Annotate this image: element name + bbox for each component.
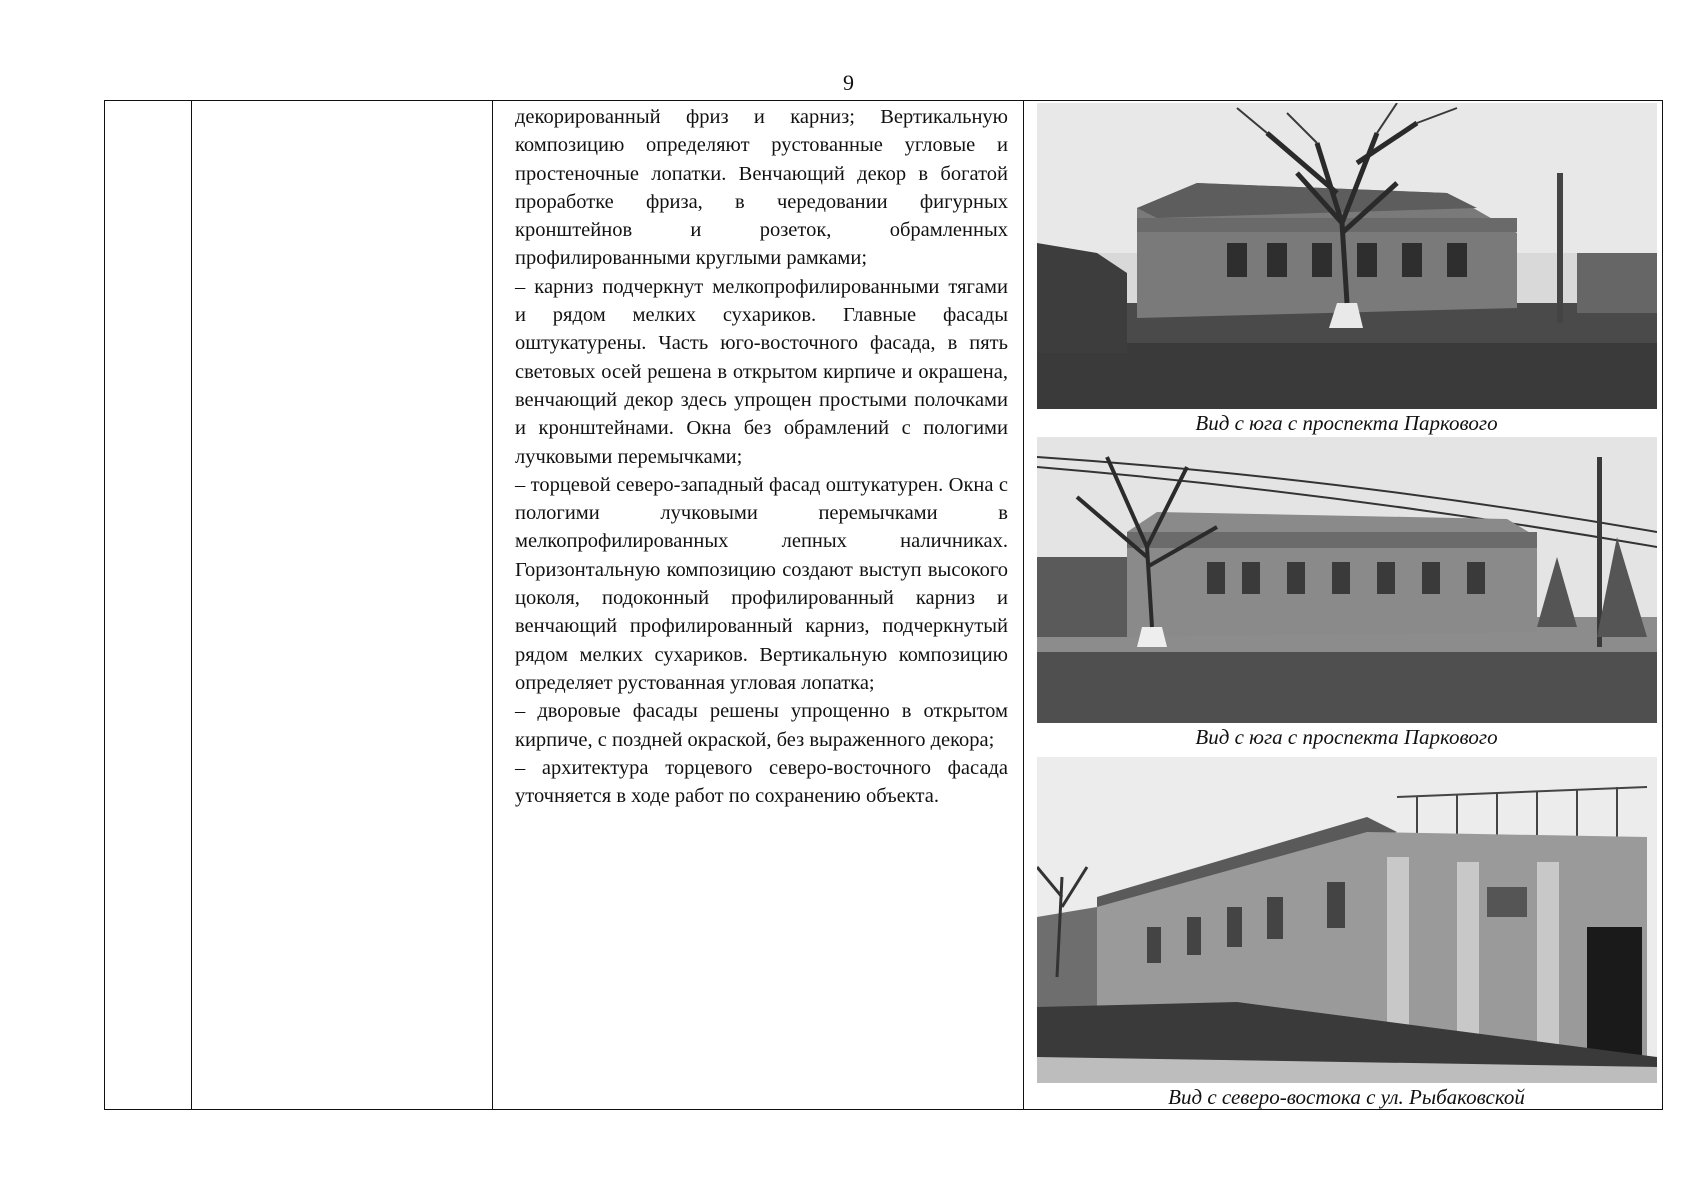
description-paragraph: – архитектура торцевого северо-восточного фасада уточняется в ходе работ по сохранению объекта. (515, 756, 1008, 808)
photo-caption: Вид с юга с проспекта Паркового (1195, 411, 1498, 435)
page-number: 9 (843, 70, 854, 95)
photo-caption: Вид с северо-востока с ул. Рыбаковской (1168, 1085, 1525, 1109)
photo-caption: Вид с юга с проспекта Паркового (1195, 725, 1498, 749)
description-cell (505, 101, 1018, 1109)
photo-cell (1029, 99, 1664, 1109)
document-table (104, 100, 1663, 1110)
column-divider (492, 101, 493, 1109)
description-paragraph: декорированный фриз и карниз; Вертикальную композицию определяют рустованные угловые и простеночные лопатки. Венчающий декор в богатой проработке фриза, в чередовании фигурных кронштейнов и розеток, обрамленных профилированными круглыми рамками; (515, 106, 1008, 270)
building-photo-south-2 (1037, 437, 1657, 723)
description-paragraph: – дворовые фасады решены упрощенно в открытом кирпиче, с поздней окраской, без выраженного декора; (515, 700, 1008, 751)
description-paragraph: – карниз подчеркнут мелкопрофилированными тягами и рядом мелких сухариков. Главные фасады оштукатурены. Часть юго-восточного фасада, в пять световых осей решена в открытом кирпиче и окрашена, венчающий декор здесь упрощен простыми полочками и кронштейнами. Окна без обрамлений с пологими лучковыми перемычками; (515, 275, 1008, 468)
description-paragraph: – торцевой северо-западный фасад оштукатурен. Окна с пологими лучковыми перемычками в мелкопрофилированных лепных наличниках. Горизонтальную композицию создают выступ высокого цоколя, подоконный профилированный карниз и венчающий профилированный карниз, подчеркнутый рядом мелких сухариков. Вертикальную композицию определяет рустованная угловая лопатка; (515, 473, 1008, 694)
building-photo-south-1 (1037, 103, 1657, 409)
building-photo-northeast (1037, 757, 1657, 1083)
column-divider (191, 101, 192, 1109)
column-divider (1023, 101, 1024, 1109)
